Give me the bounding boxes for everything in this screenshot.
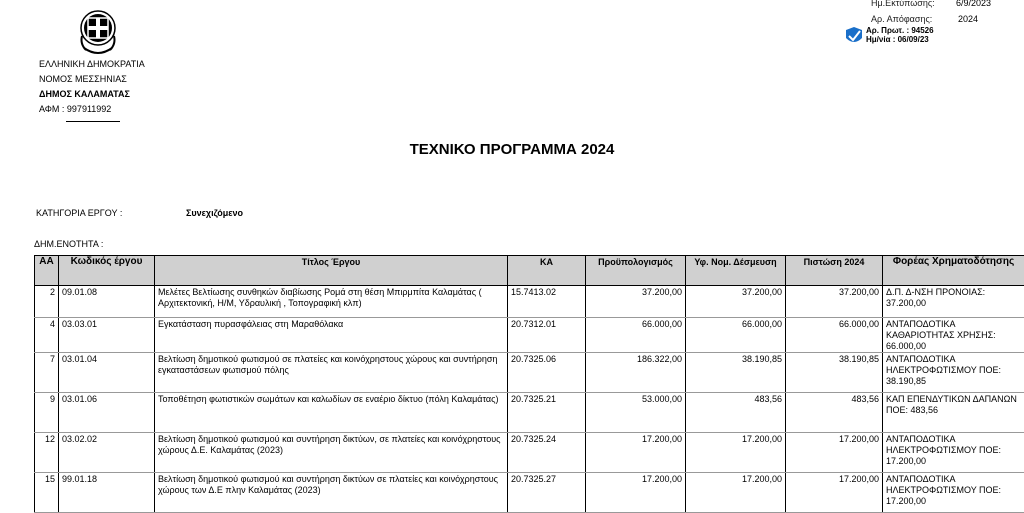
afm-underline xyxy=(66,121,120,122)
cell-code: 03.03.01 xyxy=(59,318,155,353)
cell-title: Εγκατάσταση πυρασφάλειας στη Μαραθόλακα xyxy=(155,318,508,353)
table-row xyxy=(35,318,1024,353)
col-title: Τίτλος Έργου xyxy=(155,256,508,286)
print-date-label: Ημ.Εκτύπωσης: xyxy=(871,0,935,8)
cell-commitment: 17.200,00 xyxy=(686,473,786,513)
cell-code: 99.01.18 xyxy=(59,473,155,513)
greek-emblem-icon xyxy=(78,6,118,58)
cell-title: Βελτίωση δημοτικού φωτισμού σε πλατείες και κοινόχρηστους χώρους και συντήρηση εγκαταστάσεων φωτισμού πόλης xyxy=(155,353,508,393)
cell-credit: 38.190,85 xyxy=(786,353,883,393)
cell-ka: 20.7325.06 xyxy=(508,353,586,393)
cell-funding: ΑΝΤΑΠΟΔΟΤΙΚΑ ΗΛΕΚΤΡΟΦΩΤΙΣΜΟΥ ΠΟΕ: 17.200,00 xyxy=(883,473,1024,513)
cell-commitment: 37.200,00 xyxy=(686,286,786,318)
col-funding: Φορέας Χρηματοδότησης xyxy=(883,256,1024,286)
cell-title: Μελέτες Βελτίωσης συνθηκών διαβίωσης Ρομά στη θέση Μπιρμπίτα Καλαμάτας ( Αρχιτεκτονική, Η/Μ, Υδραυλική , Τοπογραφική κλπ) xyxy=(155,286,508,318)
cell-commitment: 17.200,00 xyxy=(686,433,786,473)
cell-ka: 20.7312.01 xyxy=(508,318,586,353)
table-row xyxy=(35,286,1024,318)
cell-budget: 66.000,00 xyxy=(586,318,686,353)
category-value: Συνεχιζόμενο xyxy=(186,208,243,218)
col-ka: ΚΑ xyxy=(508,256,586,286)
col-budget: Προϋπολογισμός xyxy=(586,256,686,286)
cell-title: Τοποθέτηση φωτιστικών σωμάτων και καλωδίων σε εναέριο δίκτυο (πόλη Καλαμάτας) xyxy=(155,393,508,433)
cell-funding: ΑΝΤΑΠΟΔΟΤΙΚΑ ΚΑΘΑΡΙΟΤΗΤΑΣ ΧΡΗΣΗΣ: 66.000,00 xyxy=(883,318,1024,353)
cell-ka: 20.7325.24 xyxy=(508,433,586,473)
cell-aa: 4 xyxy=(35,318,59,353)
org-block xyxy=(39,57,145,117)
table-header-row xyxy=(35,256,1024,286)
org-line-3: ΔΗΜΟΣ ΚΑΛΑΜΑΤΑΣ xyxy=(39,87,145,102)
afm-line: ΑΦΜ : 997911992 xyxy=(39,102,145,117)
col-credit: Πιστώση 2024 xyxy=(786,256,883,286)
cell-aa: 15 xyxy=(35,473,59,513)
cell-budget: 186.322,00 xyxy=(586,353,686,393)
table-row xyxy=(35,393,1024,433)
protocol-date: Ημ/νία : 06/09/23 xyxy=(866,35,934,44)
decision-label: Αρ. Απόφασης: xyxy=(871,14,932,24)
col-commitment: Υφ. Νομ. Δέσμευση xyxy=(686,256,786,286)
cell-credit: 66.000,00 xyxy=(786,318,883,353)
cell-funding: ΑΝΤΑΠΟΔΟΤΙΚΑ ΗΛΕΚΤΡΟΦΩΤΙΣΜΟΥ ΠΟΕ: 17.200,00 xyxy=(883,433,1024,473)
cell-budget: 53.000,00 xyxy=(586,393,686,433)
cell-funding: ΑΝΤΑΠΟΔΟΤΙΚΑ ΗΛΕΚΤΡΟΦΩΤΙΣΜΟΥ ΠΟΕ: 38.190,85 xyxy=(883,353,1024,393)
projects-table xyxy=(34,255,1024,513)
category-label: ΚΑΤΗΓΟΡΙΑ ΕΡΓΟΥ : xyxy=(36,208,122,218)
print-date-value: 6/9/2023 xyxy=(956,0,991,8)
cell-code: 09.01.08 xyxy=(59,286,155,318)
cell-commitment: 38.190,85 xyxy=(686,353,786,393)
cell-ka: 20.7325.21 xyxy=(508,393,586,433)
col-code: Κωδικός έργου xyxy=(59,256,155,286)
protocol-number: Αρ. Πρωτ. : 94526 xyxy=(866,26,934,35)
cell-commitment: 483,56 xyxy=(686,393,786,433)
unit-label: ΔΗΜ.ΕΝΟΤΗΤΑ : xyxy=(34,239,103,249)
cell-budget: 17.200,00 xyxy=(586,473,686,513)
cell-commitment: 66.000,00 xyxy=(686,318,786,353)
cell-code: 03.01.04 xyxy=(59,353,155,393)
cell-aa: 7 xyxy=(35,353,59,393)
col-aa: ΑΑ xyxy=(35,256,59,286)
table-row xyxy=(35,473,1024,513)
table-row xyxy=(35,433,1024,473)
cell-credit: 17.200,00 xyxy=(786,473,883,513)
document-title: ΤΕΧΝΙΚΟ ΠΡΟΓΡΑΜΜΑ 2024 xyxy=(0,141,1024,158)
cell-ka: 20.7325.27 xyxy=(508,473,586,513)
table-row xyxy=(35,353,1024,393)
cell-code: 03.02.02 xyxy=(59,433,155,473)
cell-title: Βελτίωση δημοτικού φωτισμού και συντήρηση δικτύων, σε πλατείες και κοινόχρηστους χώρους Δ.Ε. Καλαμάτας (2023) xyxy=(155,433,508,473)
cell-funding: ΚΑΠ ΕΠΕΝΔΥΤΙΚΩΝ ΔΑΠΑΝΩΝ ΠΟΕ: 483,56 xyxy=(883,393,1024,433)
cell-aa: 9 xyxy=(35,393,59,433)
cell-credit: 37.200,00 xyxy=(786,286,883,318)
cell-aa: 2 xyxy=(35,286,59,318)
protocol-block xyxy=(866,26,934,44)
cell-title: Βελτίωση δημοτικού φωτισμού και συντήρηση δικτύων σε πλατείες και κοινόχρηστους χώρους των Δ.Ε πλην Καλαμάτας (2023) xyxy=(155,473,508,513)
cell-budget: 37.200,00 xyxy=(586,286,686,318)
cell-budget: 17.200,00 xyxy=(586,433,686,473)
org-line-1: ΕΛΛΗΝΙΚΗ ΔΗΜΟΚΡΑΤΙΑ xyxy=(39,57,145,72)
stamp-check-icon xyxy=(844,26,864,46)
cell-aa: 12 xyxy=(35,433,59,473)
decision-value: 2024 xyxy=(958,14,978,24)
cell-funding: Δ.Π. Δ-ΝΣΗ ΠΡΟΝΟΙΑΣ: 37.200,00 xyxy=(883,286,1024,318)
cell-credit: 483,56 xyxy=(786,393,883,433)
cell-ka: 15.7413.02 xyxy=(508,286,586,318)
cell-credit: 17.200,00 xyxy=(786,433,883,473)
cell-code: 03.01.06 xyxy=(59,393,155,433)
org-line-2: ΝΟΜΟΣ ΜΕΣΣΗΝΙΑΣ xyxy=(39,72,145,87)
